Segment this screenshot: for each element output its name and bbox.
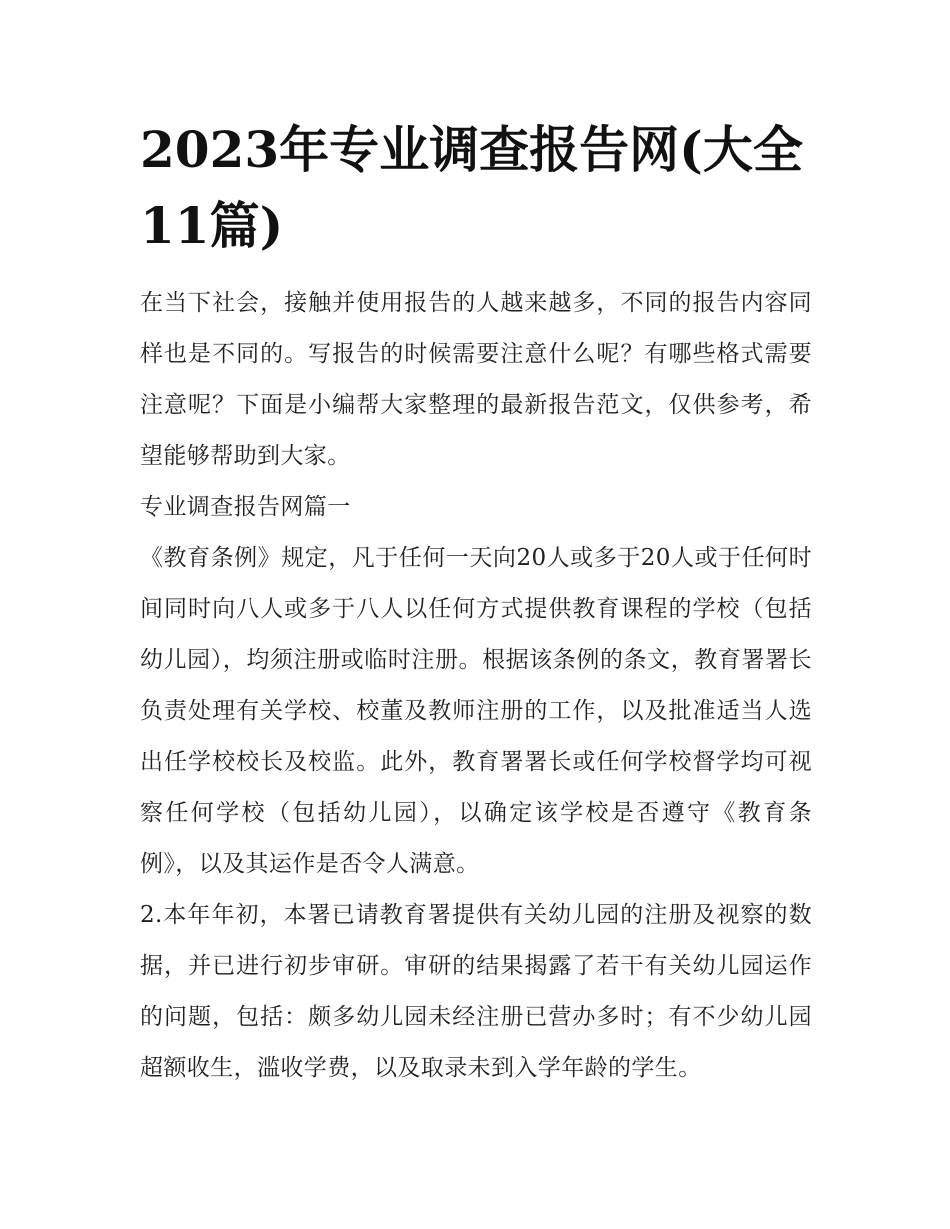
body-paragraph: 2.本年年初，本署已请教育署提供有关幼儿园的注册及视察的数据，并已进行初步审研。审研的结果揭露了若干有关幼儿园运作的问题，包括：颇多幼儿园未经注册已营办多时；有不少幼儿园超额收生，滥收学费，以及取录未到入学年龄的学生。	[140, 902, 812, 1081]
document-body	[140, 278, 812, 1094]
document-page	[140, 112, 812, 1094]
section-heading: 专业调查报告网篇一	[140, 494, 351, 520]
body-paragraph: 《教育条例》规定，凡于任何一天向20人或多于20人或于任何时间同时向八人或多于八人以任何方式提供教育课程的学校（包括幼儿园），均须注册或临时注册。根据该条例的条文，教育署署长负责处理有关学校、校董及教师注册的工作，以及批准适当人选出任学校校长及校监。此外，教育署署长或任何学校督学均可视察任何学校（包括幼儿园），以确定该学校是否遵守《教育条例》，以及其运作是否令人满意。	[140, 545, 812, 877]
document-title: 2023年专业调查报告网(大全11篇)	[140, 120, 803, 255]
intro-paragraph: 在当下社会，接触并使用报告的人越来越多，不同的报告内容同样也是不同的。写报告的时候需要注意什么呢？有哪些格式需要注意呢？下面是小编帮大家整理的最新报告范文，仅供参考，希望能够帮助到大家。	[140, 290, 812, 469]
